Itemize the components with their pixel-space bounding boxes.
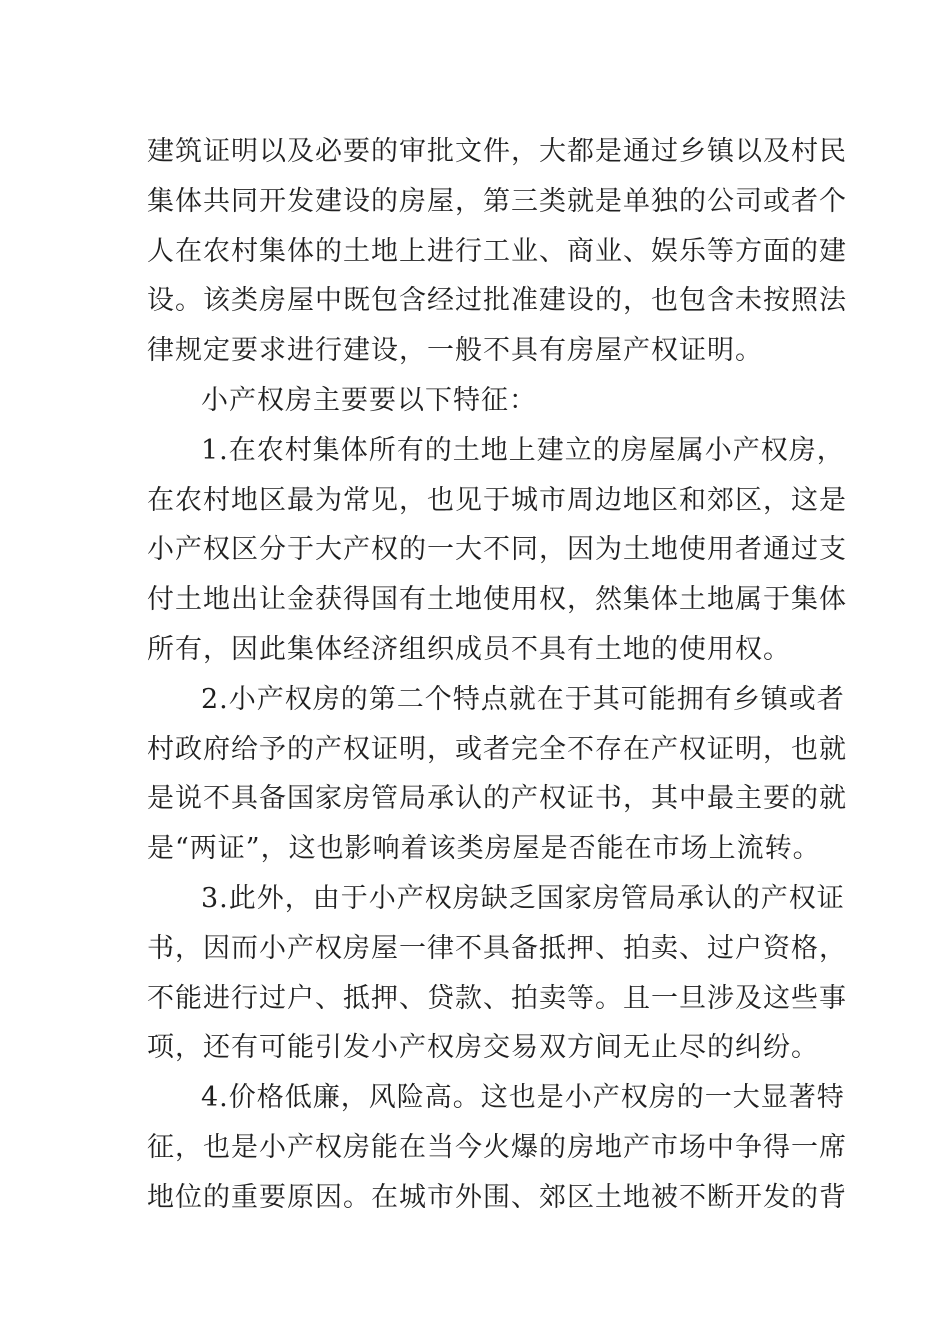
text-line: 人在农村集体的土地上进行工业、商业、娱乐等方面的建 [147, 235, 847, 267]
list-item-3-start: 3.此外，由于小产权房缺乏国家房管局承认的产权证 [201, 882, 845, 914]
text-line: 设。该类房屋中既包含经过批准建设的，也包含未按照法 [147, 285, 847, 317]
text-line: 不能进行过户、抵押、贷款、拍卖等。且一旦涉及这些事 [147, 982, 847, 1014]
paragraph-heading: 小产权房主要要以下特征： [201, 384, 537, 416]
document-body [147, 127, 847, 1223]
text-line: 是“两证”，这也影响着该类房屋是否能在市场上流转。 [147, 833, 821, 865]
text-line: 书，因而小产权房屋一律不具备抵押、拍卖、过户资格， [147, 932, 847, 964]
text-line: 地位的重要原因。在城市外围、郊区土地被不断开发的背 [147, 1181, 847, 1213]
text-line: 所有，因此集体经济组织成员不具有土地的使用权。 [147, 633, 791, 665]
text-line: 村政府给予的产权证明，或者完全不存在产权证明，也就 [147, 733, 847, 765]
list-item-2-start: 2.小产权房的第二个特点就在于其可能拥有乡镇或者 [201, 683, 845, 715]
text-line: 项，还有可能引发小产权房交易双方间无止尽的纠纷。 [147, 1032, 819, 1064]
text-line: 付土地出让金获得国有土地使用权，然集体土地属于集体 [147, 584, 847, 616]
text-line: 在农村地区最为常见，也见于城市周边地区和郊区，这是 [147, 484, 847, 516]
text-line: 建筑证明以及必要的审批文件，大都是通过乡镇以及村民 [147, 136, 847, 167]
list-item-1-start: 1.在农村集体所有的土地上建立的房屋属小产权房， [201, 434, 845, 466]
text-line: 是说不具备国家房管局承认的产权证书，其中最主要的就 [147, 783, 847, 815]
text-line: 律规定要求进行建设，一般不具有房屋产权证明。 [147, 335, 763, 367]
text-line: 小产权区分于大产权的一大不同，因为土地使用者通过支 [147, 534, 847, 566]
list-item-4-start: 4.价格低廉，风险高。这也是小产权房的一大显著特 [201, 1082, 845, 1114]
text-line: 征，也是小产权房能在当今火爆的房地产市场中争得一席 [147, 1131, 847, 1163]
text-line: 集体共同开发建设的房屋，第三类就是单独的公司或者个 [147, 185, 847, 217]
